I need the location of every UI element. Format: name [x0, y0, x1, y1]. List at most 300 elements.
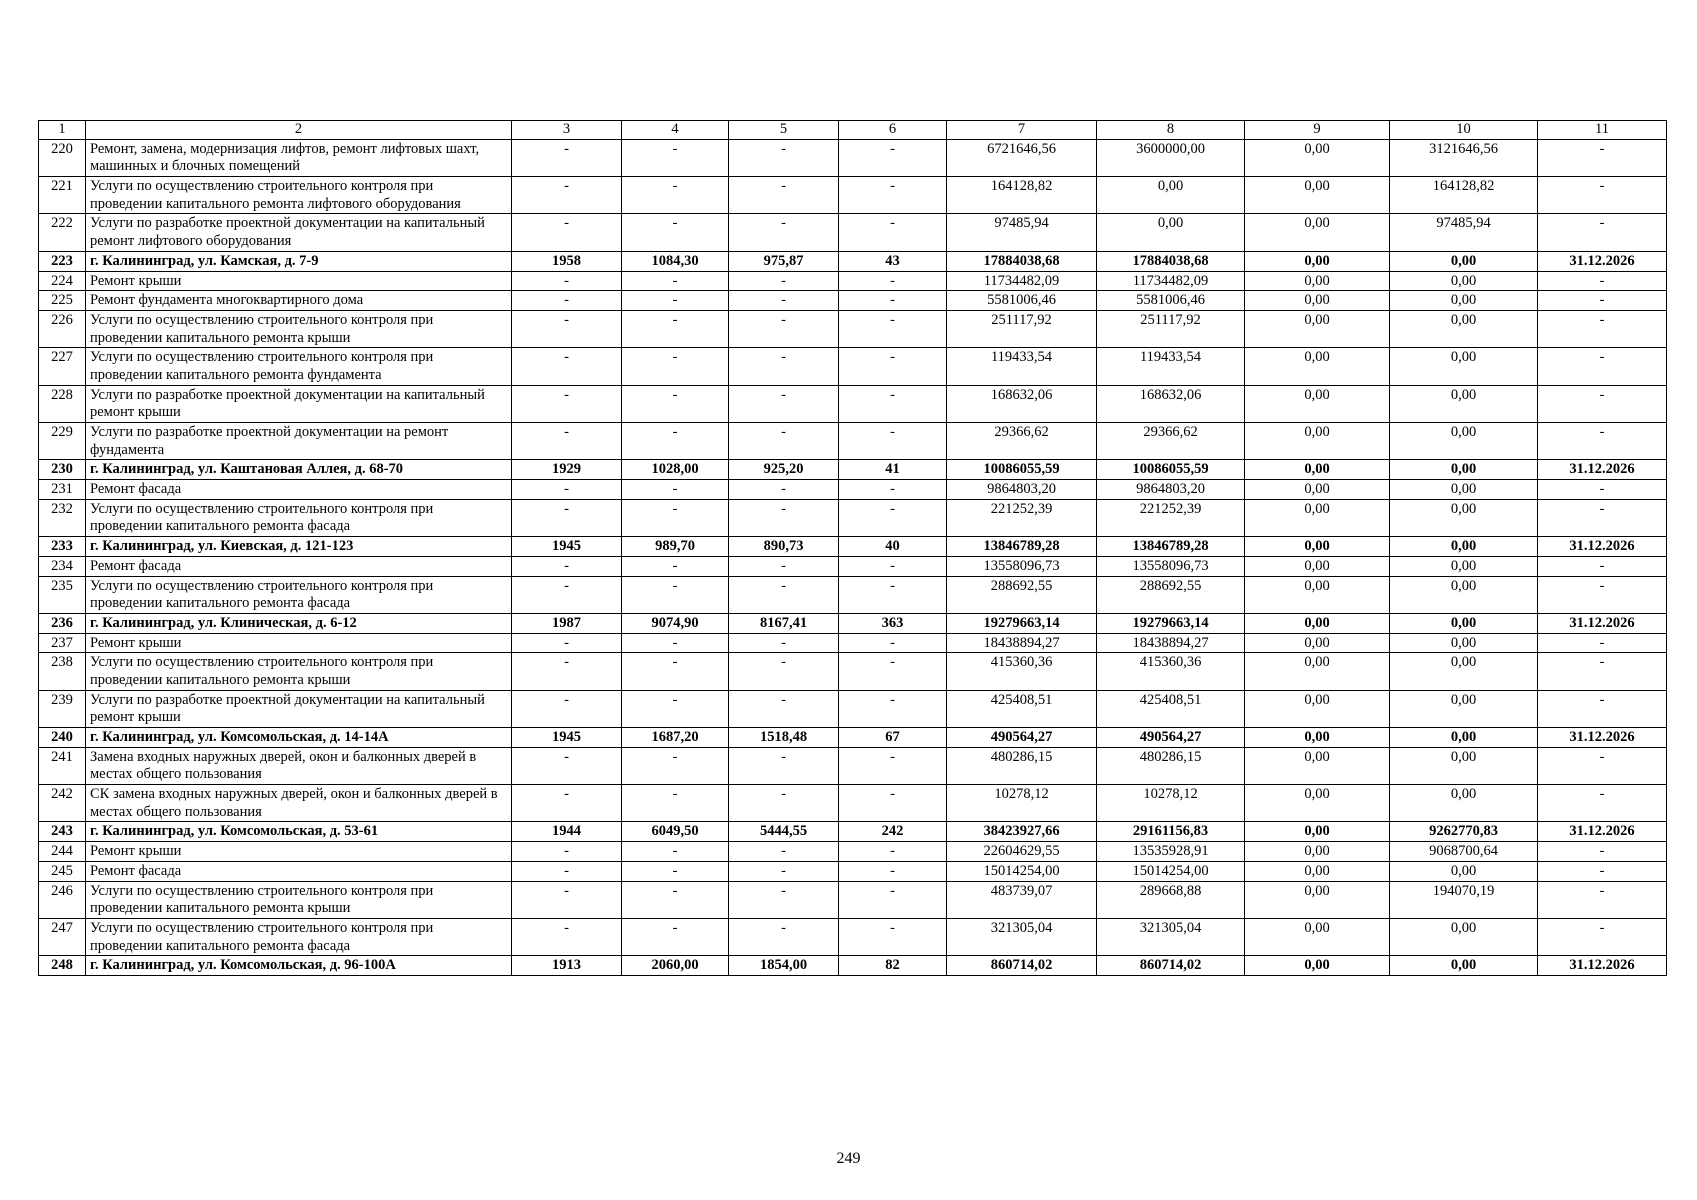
cost-budget-cell: 0,00: [1245, 842, 1390, 862]
cost-fund-cell: 13535928,91: [1097, 842, 1245, 862]
residents-cell: -: [839, 576, 947, 613]
row-number: 235: [39, 576, 86, 613]
cost-fund-cell: 17884038,68: [1097, 251, 1245, 271]
cost-fund-cell: 0,00: [1097, 214, 1245, 251]
cost-owners-cell: 0,00: [1390, 861, 1538, 881]
cost-budget-cell: 0,00: [1245, 537, 1390, 557]
year-cell: 1987: [512, 613, 622, 633]
header-cell-1: 1: [39, 121, 86, 140]
cost-owners-cell: 0,00: [1390, 348, 1538, 385]
deadline-cell: -: [1538, 747, 1667, 784]
row-number: 240: [39, 728, 86, 748]
area-living-cell: -: [729, 842, 839, 862]
area-living-cell: -: [729, 139, 839, 176]
residents-cell: -: [839, 348, 947, 385]
row-name: Услуги по осуществлению строительного контроля при проведении капитального ремонта лифтового оборудования: [86, 177, 512, 214]
cost-owners-cell: 9262770,83: [1390, 822, 1538, 842]
row-name: г. Калининград, ул. Комсомольская, д. 14-14А: [86, 728, 512, 748]
area-total-cell: -: [622, 576, 729, 613]
work-row: [39, 214, 1667, 251]
area-total-cell: 989,70: [622, 537, 729, 557]
year-cell: -: [512, 214, 622, 251]
row-name: Ремонт крыши: [86, 842, 512, 862]
area-living-cell: -: [729, 499, 839, 536]
cost-total-cell: 13846789,28: [947, 537, 1097, 557]
cost-budget-cell: 0,00: [1245, 214, 1390, 251]
row-number: 236: [39, 613, 86, 633]
cost-fund-cell: 29161156,83: [1097, 822, 1245, 842]
row-number: 233: [39, 537, 86, 557]
cost-total-cell: 18438894,27: [947, 633, 1097, 653]
area-total-cell: -: [622, 214, 729, 251]
residents-cell: -: [839, 139, 947, 176]
area-living-cell: -: [729, 785, 839, 822]
cost-fund-cell: 425408,51: [1097, 690, 1245, 727]
year-cell: -: [512, 633, 622, 653]
cost-total-cell: 480286,15: [947, 747, 1097, 784]
deadline-cell: 31.12.2026: [1538, 956, 1667, 976]
cost-owners-cell: 164128,82: [1390, 177, 1538, 214]
area-living-cell: -: [729, 861, 839, 881]
cost-fund-cell: 288692,55: [1097, 576, 1245, 613]
area-living-cell: 890,73: [729, 537, 839, 557]
data-table: [38, 120, 1667, 976]
cost-total-cell: 22604629,55: [947, 842, 1097, 862]
deadline-cell: -: [1538, 348, 1667, 385]
year-cell: -: [512, 385, 622, 422]
cost-budget-cell: 0,00: [1245, 728, 1390, 748]
area-living-cell: 8167,41: [729, 613, 839, 633]
deadline-cell: -: [1538, 214, 1667, 251]
header-cell-2: 2: [86, 121, 512, 140]
deadline-cell: -: [1538, 385, 1667, 422]
residents-cell: 242: [839, 822, 947, 842]
row-name: г. Калининград, ул. Комсомольская, д. 96-100А: [86, 956, 512, 976]
row-number: 237: [39, 633, 86, 653]
residents-cell: -: [839, 423, 947, 460]
cost-total-cell: 483739,07: [947, 881, 1097, 918]
work-row: [39, 918, 1667, 955]
cost-total-cell: 168632,06: [947, 385, 1097, 422]
cost-total-cell: 490564,27: [947, 728, 1097, 748]
cost-total-cell: 17884038,68: [947, 251, 1097, 271]
cost-total-cell: 29366,62: [947, 423, 1097, 460]
deadline-cell: -: [1538, 633, 1667, 653]
address-row: [39, 537, 1667, 557]
area-living-cell: -: [729, 881, 839, 918]
row-name: г. Калининград, ул. Комсомольская, д. 53-61: [86, 822, 512, 842]
area-living-cell: -: [729, 480, 839, 500]
cost-budget-cell: 0,00: [1245, 139, 1390, 176]
cost-owners-cell: 0,00: [1390, 385, 1538, 422]
cost-owners-cell: 0,00: [1390, 785, 1538, 822]
row-name: г. Калининград, ул. Киевская, д. 121-123: [86, 537, 512, 557]
area-living-cell: -: [729, 385, 839, 422]
cost-owners-cell: 3121646,56: [1390, 139, 1538, 176]
row-name: Ремонт, замена, модернизация лифтов, ремонт лифтовых шахт, машинных и блочных помещений: [86, 139, 512, 176]
area-total-cell: 2060,00: [622, 956, 729, 976]
cost-budget-cell: 0,00: [1245, 251, 1390, 271]
cost-budget-cell: 0,00: [1245, 822, 1390, 842]
deadline-cell: -: [1538, 291, 1667, 311]
area-living-cell: 1854,00: [729, 956, 839, 976]
deadline-cell: -: [1538, 310, 1667, 347]
row-number: 244: [39, 842, 86, 862]
row-number: 247: [39, 918, 86, 955]
residents-cell: -: [839, 747, 947, 784]
cost-fund-cell: 490564,27: [1097, 728, 1245, 748]
address-row: [39, 613, 1667, 633]
deadline-cell: 31.12.2026: [1538, 460, 1667, 480]
row-name: Услуги по разработке проектной документации на капитальный ремонт лифтового оборудования: [86, 214, 512, 251]
residents-cell: -: [839, 291, 947, 311]
cost-owners-cell: 0,00: [1390, 690, 1538, 727]
cost-budget-cell: 0,00: [1245, 690, 1390, 727]
year-cell: -: [512, 653, 622, 690]
cost-owners-cell: 0,00: [1390, 291, 1538, 311]
row-name: Услуги по осуществлению строительного контроля при проведении капитального ремонта фасада: [86, 576, 512, 613]
cost-fund-cell: 168632,06: [1097, 385, 1245, 422]
cost-budget-cell: 0,00: [1245, 633, 1390, 653]
cost-owners-cell: 0,00: [1390, 956, 1538, 976]
cost-total-cell: 9864803,20: [947, 480, 1097, 500]
year-cell: -: [512, 842, 622, 862]
cost-budget-cell: 0,00: [1245, 956, 1390, 976]
row-name: Ремонт крыши: [86, 633, 512, 653]
area-total-cell: 6049,50: [622, 822, 729, 842]
area-living-cell: -: [729, 271, 839, 291]
deadline-cell: -: [1538, 556, 1667, 576]
area-living-cell: -: [729, 918, 839, 955]
cost-total-cell: 251117,92: [947, 310, 1097, 347]
row-number: 239: [39, 690, 86, 727]
residents-cell: -: [839, 918, 947, 955]
cost-budget-cell: 0,00: [1245, 271, 1390, 291]
address-row: [39, 728, 1667, 748]
cost-fund-cell: 11734482,09: [1097, 271, 1245, 291]
row-number: 224: [39, 271, 86, 291]
row-name: Замена входных наружных дверей, окон и балконных дверей в местах общего пользования: [86, 747, 512, 784]
area-total-cell: -: [622, 177, 729, 214]
work-row: [39, 480, 1667, 500]
cost-owners-cell: 0,00: [1390, 537, 1538, 557]
cost-fund-cell: 321305,04: [1097, 918, 1245, 955]
year-cell: -: [512, 139, 622, 176]
row-number: 225: [39, 291, 86, 311]
year-cell: 1913: [512, 956, 622, 976]
year-cell: -: [512, 291, 622, 311]
cost-fund-cell: 15014254,00: [1097, 861, 1245, 881]
area-total-cell: -: [622, 881, 729, 918]
area-living-cell: -: [729, 214, 839, 251]
residents-cell: -: [839, 214, 947, 251]
work-row: [39, 423, 1667, 460]
header-cell-11: 11: [1538, 121, 1667, 140]
cost-fund-cell: 29366,62: [1097, 423, 1245, 460]
address-row: [39, 822, 1667, 842]
year-cell: 1945: [512, 728, 622, 748]
year-cell: -: [512, 556, 622, 576]
cost-total-cell: 119433,54: [947, 348, 1097, 385]
row-number: 222: [39, 214, 86, 251]
cost-budget-cell: 0,00: [1245, 747, 1390, 784]
area-living-cell: 975,87: [729, 251, 839, 271]
area-living-cell: -: [729, 177, 839, 214]
row-name: г. Калининград, ул. Каштановая Аллея, д. 68-70: [86, 460, 512, 480]
area-total-cell: -: [622, 633, 729, 653]
row-number: 220: [39, 139, 86, 176]
row-name: Услуги по разработке проектной документации на ремонт фундамента: [86, 423, 512, 460]
cost-fund-cell: 860714,02: [1097, 956, 1245, 976]
work-row: [39, 842, 1667, 862]
year-cell: -: [512, 271, 622, 291]
area-total-cell: -: [622, 747, 729, 784]
area-total-cell: -: [622, 310, 729, 347]
year-cell: -: [512, 310, 622, 347]
deadline-cell: -: [1538, 480, 1667, 500]
deadline-cell: -: [1538, 918, 1667, 955]
work-row: [39, 881, 1667, 918]
cost-owners-cell: 0,00: [1390, 918, 1538, 955]
row-name: Услуги по разработке проектной документации на капитальный ремонт крыши: [86, 385, 512, 422]
row-name: Услуги по осуществлению строительного контроля при проведении капитального ремонта крыши: [86, 310, 512, 347]
cost-owners-cell: 0,00: [1390, 728, 1538, 748]
deadline-cell: -: [1538, 861, 1667, 881]
residents-cell: 82: [839, 956, 947, 976]
cost-owners-cell: 0,00: [1390, 460, 1538, 480]
area-living-cell: -: [729, 310, 839, 347]
area-total-cell: 9074,90: [622, 613, 729, 633]
residents-cell: 363: [839, 613, 947, 633]
area-living-cell: -: [729, 348, 839, 385]
cost-total-cell: 5581006,46: [947, 291, 1097, 311]
deadline-cell: -: [1538, 842, 1667, 862]
cost-fund-cell: 5581006,46: [1097, 291, 1245, 311]
work-row: [39, 785, 1667, 822]
row-name: Услуги по осуществлению строительного контроля при проведении капитального ремонта фундамента: [86, 348, 512, 385]
cost-total-cell: 321305,04: [947, 918, 1097, 955]
row-name: Услуги по осуществлению строительного контроля при проведении капитального ремонта крыши: [86, 881, 512, 918]
row-name: Ремонт фасада: [86, 556, 512, 576]
header-cell-8: 8: [1097, 121, 1245, 140]
row-number: 221: [39, 177, 86, 214]
cost-fund-cell: 13846789,28: [1097, 537, 1245, 557]
address-row: [39, 460, 1667, 480]
area-living-cell: -: [729, 633, 839, 653]
deadline-cell: 31.12.2026: [1538, 251, 1667, 271]
area-total-cell: 1084,30: [622, 251, 729, 271]
cost-budget-cell: 0,00: [1245, 861, 1390, 881]
area-total-cell: -: [622, 139, 729, 176]
row-name: Услуги по осуществлению строительного контроля при проведении капитального ремонта крыши: [86, 653, 512, 690]
row-name: СК замена входных наружных дверей, окон и балконных дверей в местах общего пользования: [86, 785, 512, 822]
work-row: [39, 499, 1667, 536]
cost-budget-cell: 0,00: [1245, 310, 1390, 347]
work-row: [39, 385, 1667, 422]
cost-fund-cell: 251117,92: [1097, 310, 1245, 347]
row-number: 242: [39, 785, 86, 822]
area-total-cell: -: [622, 499, 729, 536]
year-cell: -: [512, 576, 622, 613]
row-number: 228: [39, 385, 86, 422]
cost-budget-cell: 0,00: [1245, 348, 1390, 385]
row-name: Услуги по разработке проектной документации на капитальный ремонт крыши: [86, 690, 512, 727]
deadline-cell: -: [1538, 653, 1667, 690]
deadline-cell: 31.12.2026: [1538, 537, 1667, 557]
year-cell: -: [512, 177, 622, 214]
work-row: [39, 177, 1667, 214]
cost-budget-cell: 0,00: [1245, 291, 1390, 311]
area-living-cell: -: [729, 653, 839, 690]
cost-total-cell: 6721646,56: [947, 139, 1097, 176]
cost-fund-cell: 3600000,00: [1097, 139, 1245, 176]
year-cell: -: [512, 480, 622, 500]
residents-cell: -: [839, 271, 947, 291]
deadline-cell: -: [1538, 690, 1667, 727]
residents-cell: -: [839, 653, 947, 690]
cost-fund-cell: 10278,12: [1097, 785, 1245, 822]
row-number: 230: [39, 460, 86, 480]
header-cell-4: 4: [622, 121, 729, 140]
header-cell-10: 10: [1390, 121, 1538, 140]
year-cell: 1958: [512, 251, 622, 271]
area-total-cell: -: [622, 348, 729, 385]
deadline-cell: -: [1538, 177, 1667, 214]
deadline-cell: -: [1538, 576, 1667, 613]
cost-total-cell: 860714,02: [947, 956, 1097, 976]
area-living-cell: -: [729, 291, 839, 311]
cost-fund-cell: 119433,54: [1097, 348, 1245, 385]
cost-total-cell: 10278,12: [947, 785, 1097, 822]
cost-budget-cell: 0,00: [1245, 556, 1390, 576]
residents-cell: 41: [839, 460, 947, 480]
cost-fund-cell: 289668,88: [1097, 881, 1245, 918]
row-name: Услуги по осуществлению строительного контроля при проведении капитального ремонта фасада: [86, 499, 512, 536]
cost-total-cell: 10086055,59: [947, 460, 1097, 480]
area-living-cell: 1518,48: [729, 728, 839, 748]
year-cell: -: [512, 918, 622, 955]
row-number: 232: [39, 499, 86, 536]
year-cell: -: [512, 785, 622, 822]
cost-total-cell: 425408,51: [947, 690, 1097, 727]
cost-fund-cell: 9864803,20: [1097, 480, 1245, 500]
residents-cell: -: [839, 785, 947, 822]
work-row: [39, 653, 1667, 690]
area-total-cell: -: [622, 271, 729, 291]
row-name: г. Калининград, ул. Клиническая, д. 6-12: [86, 613, 512, 633]
cost-owners-cell: 0,00: [1390, 613, 1538, 633]
cost-budget-cell: 0,00: [1245, 423, 1390, 460]
cost-total-cell: 97485,94: [947, 214, 1097, 251]
cost-owners-cell: 97485,94: [1390, 214, 1538, 251]
row-number: 243: [39, 822, 86, 842]
row-number: 246: [39, 881, 86, 918]
header-cell-5: 5: [729, 121, 839, 140]
residents-cell: -: [839, 480, 947, 500]
work-row: [39, 556, 1667, 576]
residents-cell: -: [839, 690, 947, 727]
cost-budget-cell: 0,00: [1245, 385, 1390, 422]
area-total-cell: -: [622, 653, 729, 690]
residents-cell: -: [839, 861, 947, 881]
area-total-cell: -: [622, 785, 729, 822]
address-row: [39, 956, 1667, 976]
cost-owners-cell: 0,00: [1390, 633, 1538, 653]
work-row: [39, 139, 1667, 176]
work-row: [39, 747, 1667, 784]
cost-owners-cell: 0,00: [1390, 251, 1538, 271]
deadline-cell: 31.12.2026: [1538, 822, 1667, 842]
area-total-cell: 1687,20: [622, 728, 729, 748]
row-number: 223: [39, 251, 86, 271]
residents-cell: -: [839, 633, 947, 653]
residents-cell: 40: [839, 537, 947, 557]
year-cell: -: [512, 861, 622, 881]
year-cell: -: [512, 348, 622, 385]
residents-cell: -: [839, 385, 947, 422]
residents-cell: -: [839, 556, 947, 576]
work-row: [39, 633, 1667, 653]
cost-budget-cell: 0,00: [1245, 653, 1390, 690]
area-living-cell: -: [729, 576, 839, 613]
cost-budget-cell: 0,00: [1245, 460, 1390, 480]
area-total-cell: -: [622, 690, 729, 727]
year-cell: -: [512, 881, 622, 918]
cost-budget-cell: 0,00: [1245, 499, 1390, 536]
cost-budget-cell: 0,00: [1245, 881, 1390, 918]
cost-owners-cell: 0,00: [1390, 653, 1538, 690]
row-name: Ремонт крыши: [86, 271, 512, 291]
row-name: Ремонт фундамента многоквартирного дома: [86, 291, 512, 311]
year-cell: 1929: [512, 460, 622, 480]
cost-owners-cell: 0,00: [1390, 480, 1538, 500]
area-total-cell: -: [622, 861, 729, 881]
row-number: 238: [39, 653, 86, 690]
year-cell: 1944: [512, 822, 622, 842]
cost-owners-cell: 0,00: [1390, 576, 1538, 613]
cost-total-cell: 19279663,14: [947, 613, 1097, 633]
area-living-cell: -: [729, 423, 839, 460]
work-row: [39, 310, 1667, 347]
cost-owners-cell: 0,00: [1390, 310, 1538, 347]
deadline-cell: -: [1538, 271, 1667, 291]
deadline-cell: 31.12.2026: [1538, 613, 1667, 633]
area-living-cell: -: [729, 747, 839, 784]
row-number: 227: [39, 348, 86, 385]
work-row: [39, 291, 1667, 311]
cost-total-cell: 15014254,00: [947, 861, 1097, 881]
row-number: 231: [39, 480, 86, 500]
cost-total-cell: 13558096,73: [947, 556, 1097, 576]
area-total-cell: -: [622, 918, 729, 955]
cost-total-cell: 288692,55: [947, 576, 1097, 613]
row-number: 229: [39, 423, 86, 460]
area-total-cell: -: [622, 291, 729, 311]
cost-budget-cell: 0,00: [1245, 785, 1390, 822]
cost-fund-cell: 19279663,14: [1097, 613, 1245, 633]
deadline-cell: -: [1538, 423, 1667, 460]
header-cell-6: 6: [839, 121, 947, 140]
row-name: Ремонт фасада: [86, 480, 512, 500]
deadline-cell: -: [1538, 881, 1667, 918]
residents-cell: 67: [839, 728, 947, 748]
cost-budget-cell: 0,00: [1245, 177, 1390, 214]
address-row: [39, 251, 1667, 271]
row-name: Ремонт фасада: [86, 861, 512, 881]
cost-budget-cell: 0,00: [1245, 576, 1390, 613]
residents-cell: -: [839, 842, 947, 862]
table-body: [39, 121, 1667, 976]
